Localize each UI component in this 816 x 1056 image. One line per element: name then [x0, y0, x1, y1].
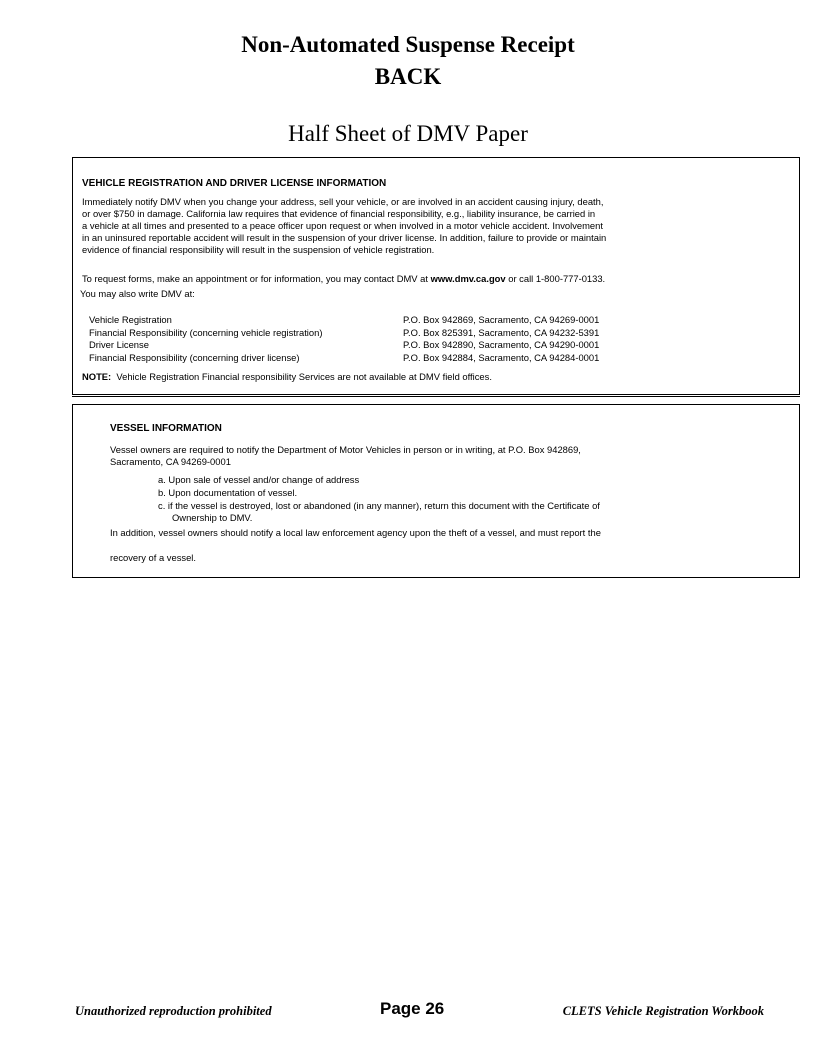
vessel-list-item: b. Upon documentation of vessel. [158, 487, 298, 498]
request-phone: or call 1-800-777-0133. [505, 273, 606, 284]
section-divider [72, 396, 800, 397]
note-line [82, 371, 492, 383]
note-text: Vehicle Registration Financial responsibility Services are not available at DMV field offices. [116, 371, 492, 382]
vessel-closing-line: In addition, vessel owners should notify a local law enforcement agency upon the theft of a vessel, and must report the [110, 527, 601, 538]
vessel-section-heading: VESSEL INFORMATION [110, 423, 222, 434]
footer-workbook-title: CLETS Vehicle Registration Workbook [562, 1004, 764, 1018]
address-value: P.O. Box 942884, Sacramento, CA 94284-0001 [403, 352, 600, 363]
vessel-intro-line: Sacramento, CA 94269-0001 [110, 456, 231, 467]
footer-disclaimer: Unauthorized reproduction prohibited [75, 1004, 272, 1018]
vessel-list-item: c. if the vessel is destroyed, lost or abandoned (in any manner), return this document with the Certificate of [158, 500, 600, 511]
vessel-list-item: a. Upon sale of vessel and/or change of address [158, 474, 360, 485]
address-label: Financial Responsibility (concerning vehicle registration) [89, 327, 323, 338]
dmv-website-link[interactable]: www.dmv.ca.gov [430, 273, 506, 284]
vehicle-paragraph-line: evidence of financial responsibility will result in the suspension of vehicle registration. [82, 244, 435, 255]
address-label: Financial Responsibility (concerning driver license) [89, 352, 300, 363]
vessel-closing-line: recovery of a vessel. [110, 552, 196, 563]
page-subtitle: Half Sheet of DMV Paper [288, 121, 528, 146]
request-line [82, 273, 605, 285]
note-label: NOTE: [82, 371, 112, 382]
vessel-list-item-cont: Ownership to DMV. [172, 512, 253, 523]
write-dmv-line: You may also write DMV at: [80, 288, 195, 299]
vessel-intro-line: Vessel owners are required to notify the Department of Motor Vehicles in person or in writing, at P.O. Box 942869, [110, 444, 581, 455]
vehicle-paragraph-line: or over $750 in damage. California law requires that evidence of financial responsibility, e.g., liability insurance, be carried in [82, 208, 596, 219]
address-value: P.O. Box 942890, Sacramento, CA 94290-0001 [403, 339, 600, 350]
vehicle-section-heading: VEHICLE REGISTRATION AND DRIVER LICENSE INFORMATION [82, 178, 387, 189]
address-label: Vehicle Registration [89, 314, 172, 325]
page-title-back: BACK [374, 64, 442, 89]
address-label: Driver License [89, 339, 149, 350]
vehicle-paragraph-line: a vehicle at all times and presented to a peace officer upon request or when involved in a motor vehicle accident. Involvement [82, 220, 603, 231]
vehicle-paragraph-line: in an uninsured reportable accident will result in the suspension of your driver license. In addition, failure to provide or maintain [82, 232, 607, 243]
vehicle-paragraph-line: Immediately notify DMV when you change your address, sell your vehicle, or are involved in an accident causing injury, death, [82, 196, 604, 207]
page-title: Non-Automated Suspense Receipt [241, 32, 575, 57]
page-number: Page 26 [380, 999, 445, 1018]
address-value: P.O. Box 942869, Sacramento, CA 94269-0001 [403, 314, 600, 325]
request-text: To request forms, make an appointment or for information, you may contact DMV at [82, 273, 431, 284]
address-value: P.O. Box 825391, Sacramento, CA 94232-5391 [403, 327, 600, 338]
